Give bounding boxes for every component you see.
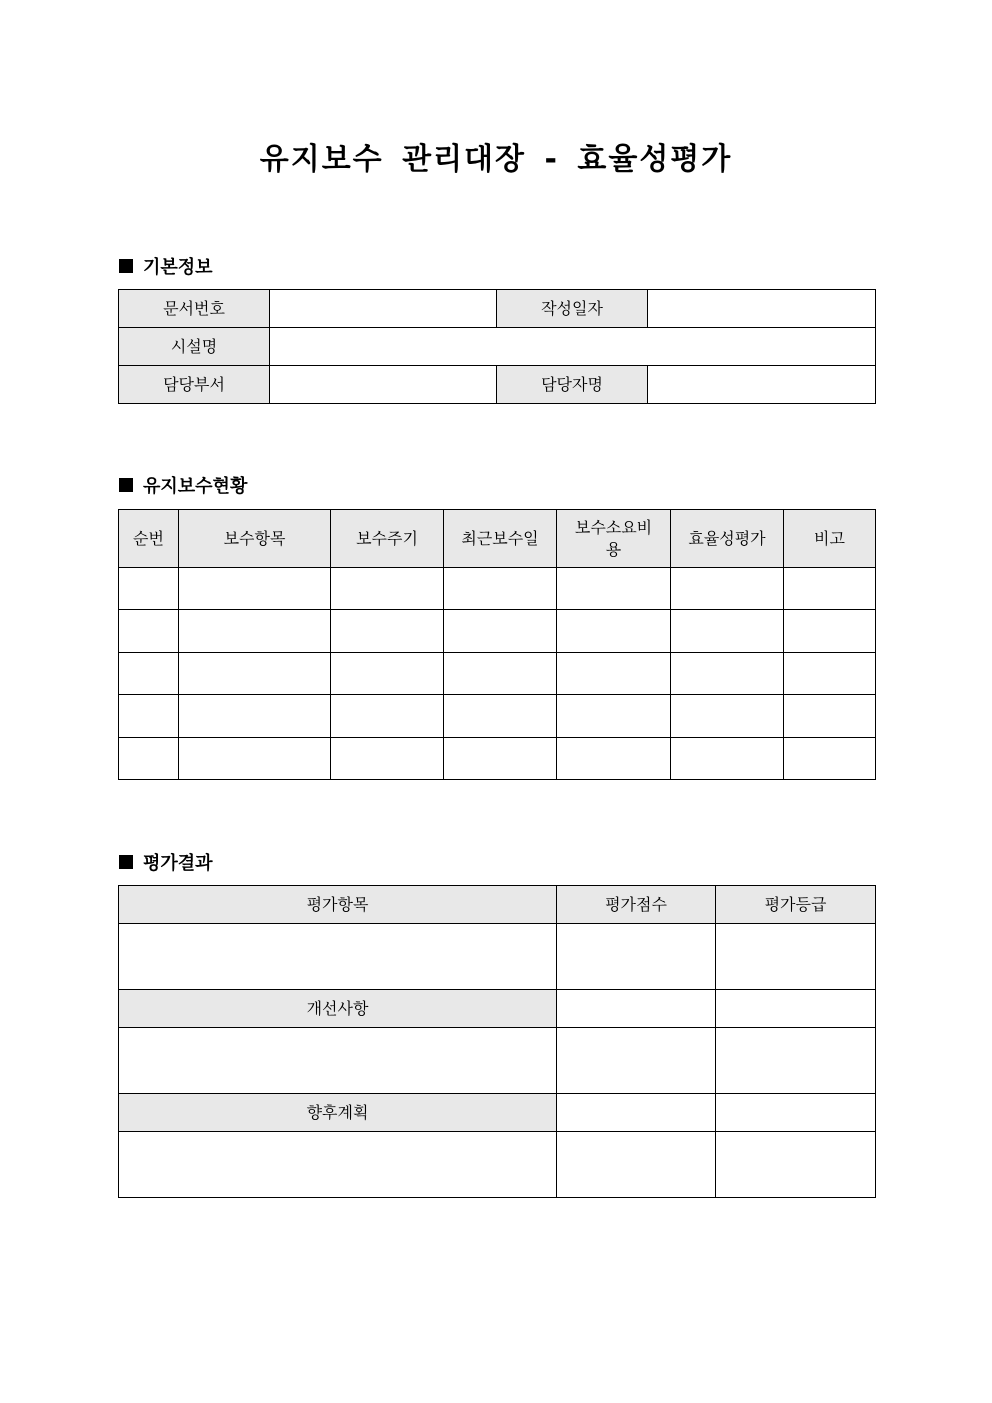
maintenance-status-table — [118, 509, 876, 780]
col-header-seq: 순번 — [119, 510, 179, 568]
table-cell[interactable] — [557, 610, 671, 653]
doc-number-field[interactable] — [270, 290, 497, 328]
table-cell[interactable] — [444, 738, 557, 780]
table-cell[interactable] — [557, 1094, 716, 1132]
table-cell[interactable] — [119, 568, 179, 610]
eval-grade-field[interactable] — [716, 924, 876, 990]
table-cell[interactable] — [179, 695, 331, 738]
table-cell[interactable] — [557, 653, 671, 695]
eval-score-label: 평가점수 — [557, 886, 716, 924]
table-cell[interactable] — [331, 568, 444, 610]
square-bullet-icon — [119, 855, 133, 869]
date-label: 작성일자 — [497, 290, 648, 328]
table-cell[interactable] — [444, 568, 557, 610]
eval-grade-label: 평가등급 — [716, 886, 876, 924]
col-header-note: 비고 — [784, 510, 876, 568]
table-cell[interactable] — [119, 653, 179, 695]
col-header-cost — [557, 510, 671, 568]
table-cell[interactable] — [179, 568, 331, 610]
manager-field[interactable] — [648, 366, 876, 404]
table-cell[interactable] — [557, 990, 716, 1028]
square-bullet-icon — [119, 478, 133, 492]
table-cell[interactable] — [716, 1094, 876, 1132]
table-cell[interactable] — [557, 568, 671, 610]
doc-number-label: 문서번호 — [119, 290, 270, 328]
plan-label: 향후계획 — [119, 1094, 557, 1132]
eval-item-field[interactable] — [119, 924, 557, 990]
improvement-label: 개선사항 — [119, 990, 557, 1028]
table-row — [119, 610, 876, 653]
table-cell[interactable] — [784, 610, 876, 653]
table-cell[interactable] — [784, 568, 876, 610]
table-cell[interactable] — [179, 653, 331, 695]
table-row — [119, 738, 876, 780]
table-row — [119, 1132, 876, 1198]
col-header-efficiency: 효율성평가 — [671, 510, 784, 568]
table-cell[interactable] — [557, 1132, 716, 1198]
table-cell[interactable] — [119, 695, 179, 738]
section-title-result: 평가결과 — [143, 853, 213, 874]
table-row — [119, 653, 876, 695]
table-cell[interactable] — [716, 1028, 876, 1094]
table-cell[interactable] — [331, 610, 444, 653]
table-cell[interactable] — [179, 738, 331, 780]
table-cell[interactable] — [119, 738, 179, 780]
facility-label: 시설명 — [119, 328, 270, 366]
table-cell[interactable] — [716, 990, 876, 1028]
table-cell[interactable] — [331, 738, 444, 780]
table-cell[interactable] — [671, 610, 784, 653]
manager-label: 담당자명 — [497, 366, 648, 404]
table-cell[interactable] — [119, 610, 179, 653]
section-heading-basic — [119, 253, 213, 279]
department-field[interactable] — [270, 366, 497, 404]
section-title-status: 유지보수현황 — [143, 476, 248, 497]
table-cell[interactable] — [444, 695, 557, 738]
col-header-last-date: 최근보수일 — [444, 510, 557, 568]
page-title: 유지보수 관리대장 - 효율성평가 — [259, 142, 733, 177]
table-row — [119, 1028, 876, 1094]
table-cell[interactable] — [716, 1132, 876, 1198]
square-bullet-icon — [119, 259, 133, 273]
table-cell[interactable] — [557, 1028, 716, 1094]
section-heading-result — [119, 849, 213, 875]
eval-score-field[interactable] — [557, 924, 716, 990]
col-header-cost-line1: 보수소요비 — [574, 517, 653, 537]
table-row — [119, 924, 876, 990]
table-cell[interactable] — [331, 653, 444, 695]
table-row — [119, 695, 876, 738]
table-cell[interactable] — [331, 695, 444, 738]
date-field[interactable] — [648, 290, 876, 328]
table-cell[interactable] — [557, 695, 671, 738]
table-cell[interactable] — [671, 653, 784, 695]
facility-field[interactable] — [270, 328, 876, 366]
table-cell[interactable] — [444, 653, 557, 695]
section-heading-status — [119, 472, 247, 498]
col-header-cost-line2: 용 — [605, 539, 622, 559]
basic-info-table — [118, 289, 876, 404]
table-cell[interactable] — [179, 610, 331, 653]
table-cell[interactable] — [671, 568, 784, 610]
improvement-field[interactable] — [119, 1028, 557, 1094]
section-title-basic: 기본정보 — [143, 257, 213, 278]
eval-item-label: 평가항목 — [119, 886, 557, 924]
table-cell[interactable] — [784, 695, 876, 738]
department-label: 담당부서 — [119, 366, 270, 404]
plan-field[interactable] — [119, 1132, 557, 1198]
table-cell[interactable] — [671, 738, 784, 780]
table-row — [119, 568, 876, 610]
table-cell[interactable] — [784, 653, 876, 695]
table-cell[interactable] — [671, 695, 784, 738]
col-header-cycle: 보수주기 — [331, 510, 444, 568]
table-cell[interactable] — [557, 738, 671, 780]
table-cell[interactable] — [444, 610, 557, 653]
col-header-item: 보수항목 — [179, 510, 331, 568]
table-cell[interactable] — [784, 738, 876, 780]
evaluation-result-table — [118, 885, 876, 1198]
